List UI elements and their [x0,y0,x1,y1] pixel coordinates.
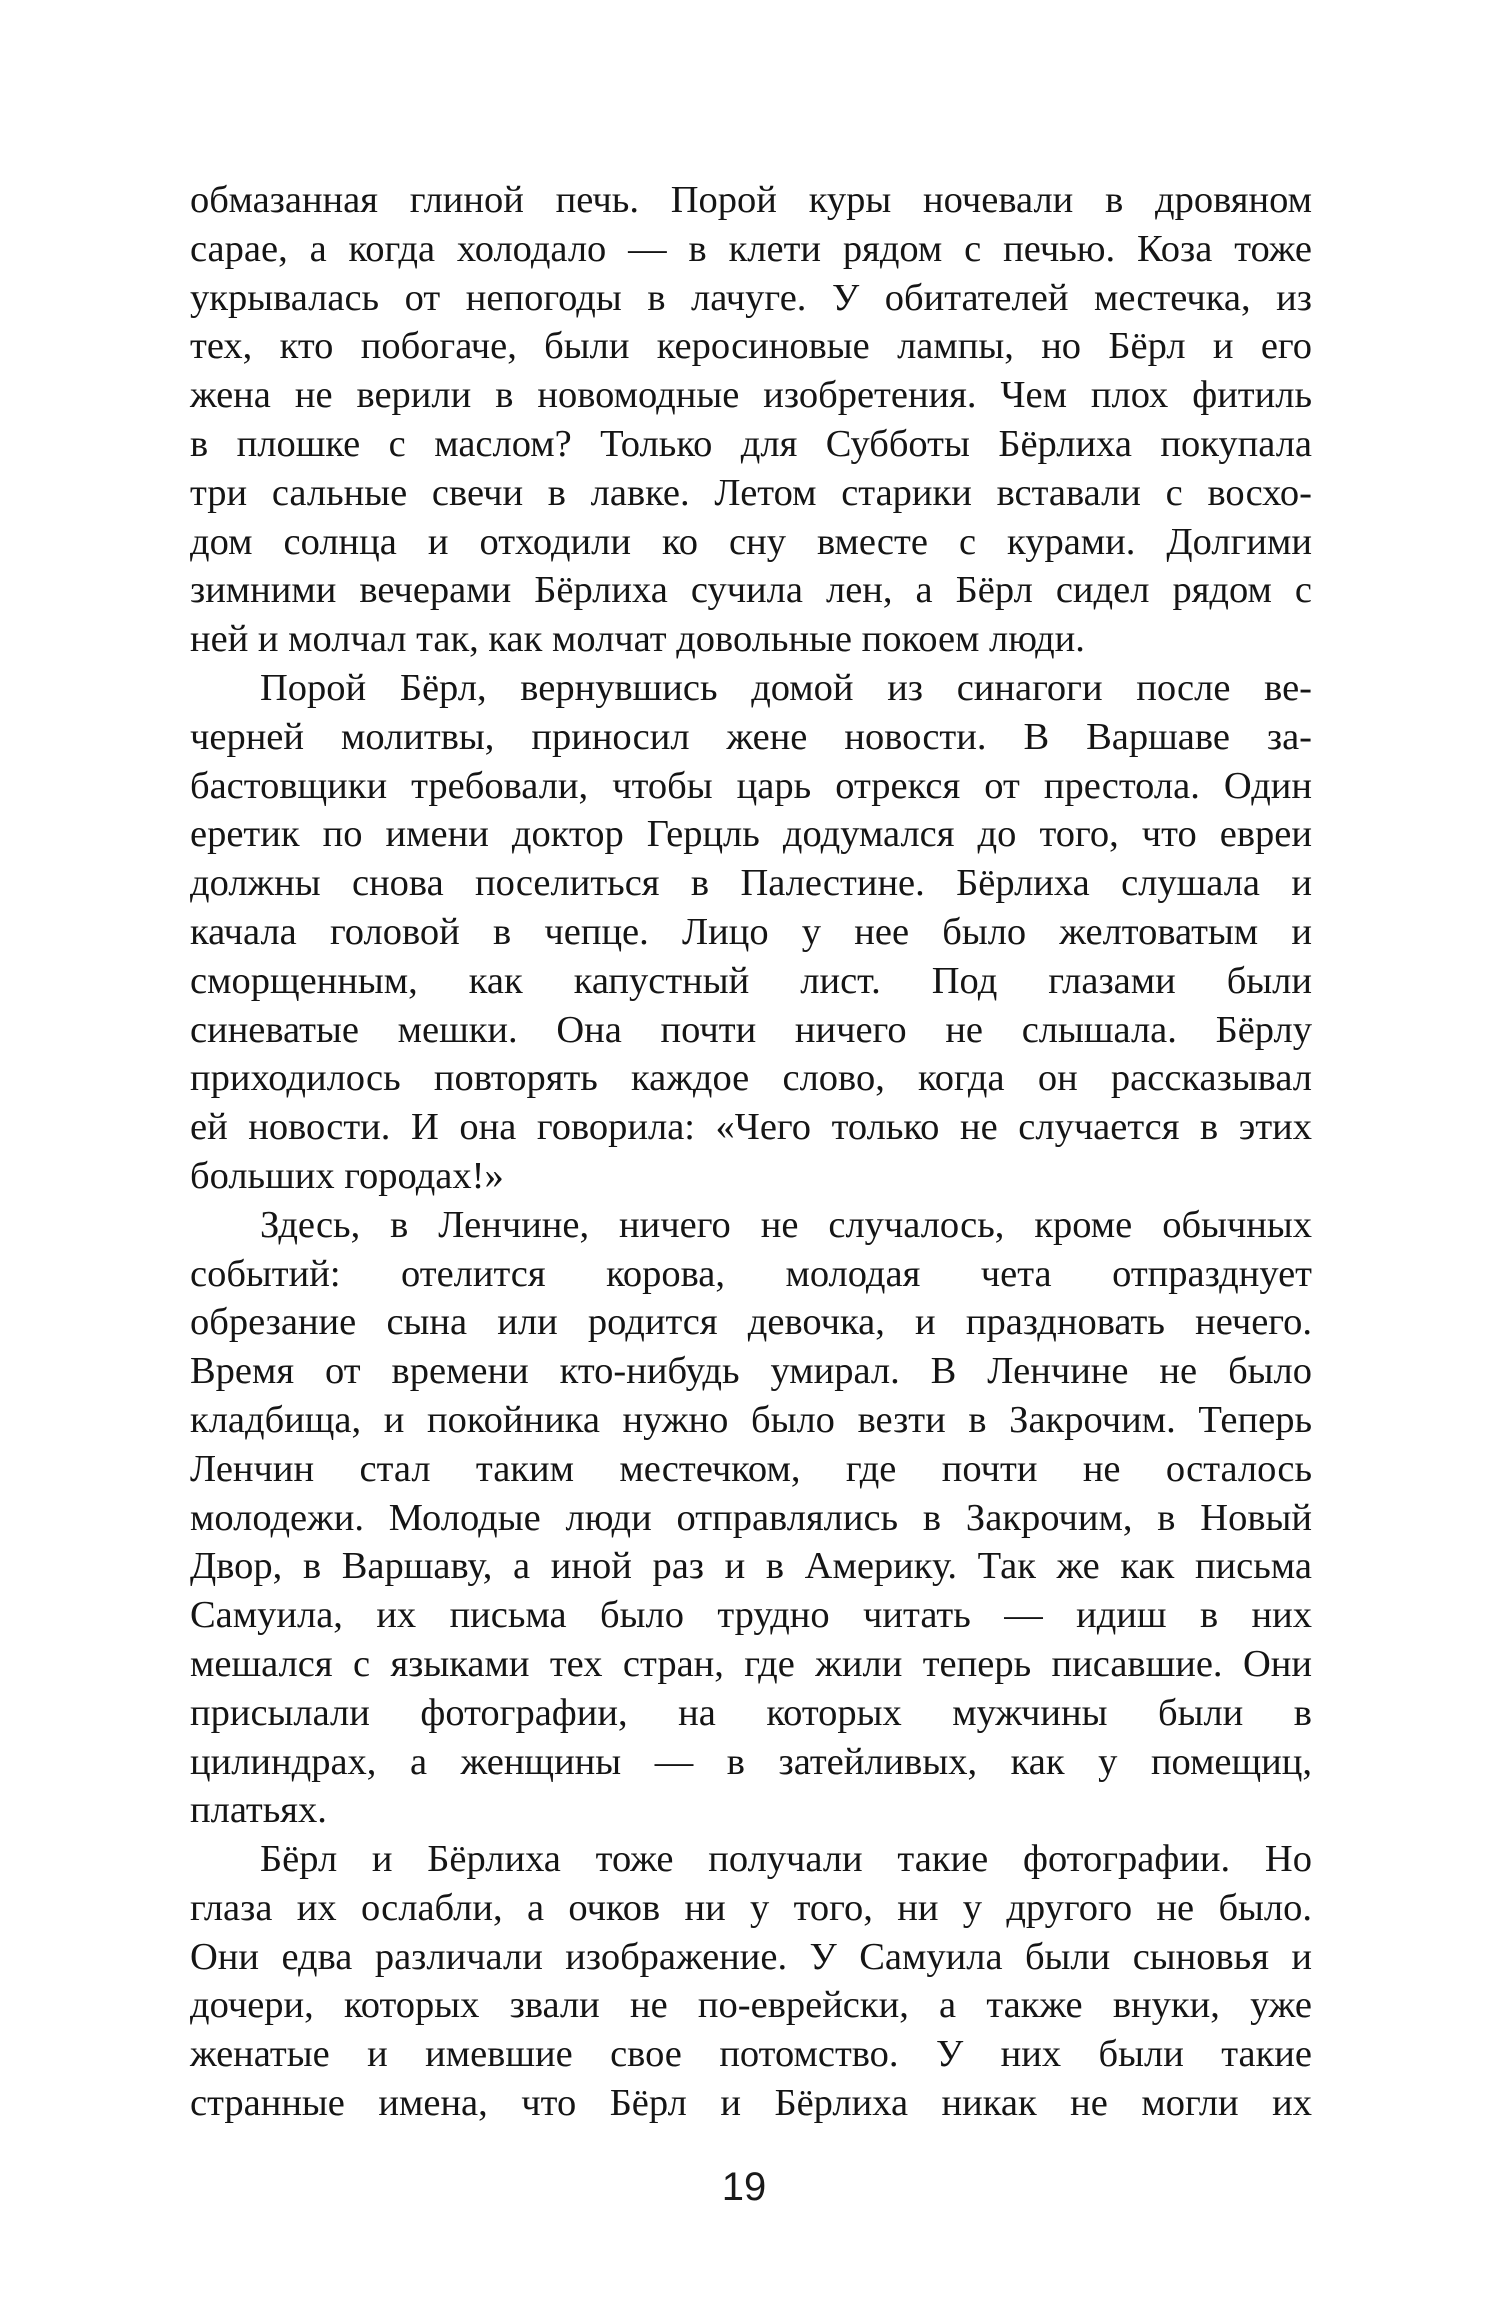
text-line: Здесь, в Ленчине, ничего не случалось, кроме обычных [260,1203,1312,1246]
text-line: присылали фотографии, на которых мужчины были в [190,1691,1312,1734]
paragraph [190,1201,1312,1835]
paragraph [190,1835,1312,2128]
text-line: платьях. [190,1789,327,1832]
text-line: еретик по имени доктор Герцль додумался до того, что евреи [190,813,1312,856]
text-line: Двор, в Варшаву, а иной раз и в Америку. Так же как письма [190,1545,1312,1588]
text-line: Бёрл и Бёрлиха тоже получали такие фотографии. Но [260,1838,1312,1881]
text-line: Они едва различали изображение. У Самуила были сыновья и [190,1935,1312,1978]
text-line: обрезание сына или родится девочка, и праздновать нечего. [190,1301,1312,1344]
paragraph [190,176,1312,664]
body-text [190,176,1312,2128]
page-number: 19 [721,2165,767,2209]
text-line: молодежи. Молодые люди отправлялись в Закрочим, в Новый [190,1496,1312,1539]
text-line: три сальные свечи в лавке. Летом старики вставали с восхо- [190,471,1312,514]
text-line: ей новости. И она говорила: «Чего только не случается в этих [190,1106,1312,1149]
text-line: зимними вечерами Бёрлиха сучила лен, а Бёрл сидел рядом с [190,569,1312,612]
text-line: глаза их ослабли, а очков ни у того, ни у другого не было. [190,1886,1312,1929]
text-line: Ленчин стал таким местечком, где почти не осталось [190,1447,1312,1490]
text-line: Время от времени кто-нибудь умирал. В Ленчине не было [190,1350,1312,1393]
text-line: дочери, которых звали не по-еврейски, а также внуки, уже [190,1984,1312,2027]
text-line: бастовщики требовали, чтобы царь отрекся от престола. Один [190,764,1312,807]
text-line: синеватые мешки. Она почти ничего не слышала. Бёрлу [190,1008,1312,1051]
text-line: черней молитвы, приносил жене новости. В Варшаве за- [190,715,1312,758]
text-line: должны снова поселиться в Палестине. Бёрлиха слушала и [190,862,1312,905]
text-line: больших городах!» [190,1154,504,1197]
text-line: укрывалась от непогоды в лачуге. У обитателей местечка, из [190,276,1312,319]
text-line: жена не верили в новомодные изобретения. Чем плох фитиль [190,374,1312,417]
text-line: качала головой в чепце. Лицо у нее было желтоватым и [190,910,1312,953]
text-line: сморщенным, как капустный лист. Под глазами были [190,959,1312,1002]
text-line: цилиндрах, а женщины — в затейливых, как у помещиц, [190,1740,1312,1783]
text-line: кладбища, и покойника нужно было везти в Закрочим. Теперь [190,1398,1312,1441]
text-line: в плошке с маслом? Только для Субботы Бёрлиха покупала [190,422,1312,465]
text-line: Порой Бёрл, вернувшись домой из синагоги после ве- [260,666,1312,709]
text-line: приходилось повторять каждое слово, когда он рассказывал [190,1057,1312,1100]
text-line: дом солнца и отходили ко сну вместе с курами. Долгими [190,520,1312,563]
text-line: сарае, а когда холодало — в клети рядом с печью. Коза тоже [190,227,1312,270]
text-line: обмазанная глиной печь. Порой куры ночевали в дровяном [190,179,1312,221]
text-line: тех, кто побогаче, были керосиновые лампы, но Бёрл и его [190,325,1312,368]
text-line: странные имена, что Бёрл и Бёрлиха никак не могли их [190,2082,1312,2125]
book-page [190,176,1312,2176]
text-line: ней и молчал так, как молчат довольные покоем люди. [190,618,1085,661]
text-line: Самуила, их письма было трудно читать — идиш в них [190,1594,1312,1637]
paragraph [190,664,1312,1201]
text-line: женатые и имевшие свое потомство. У них были такие [190,2033,1312,2076]
text-line: событий: отелится корова, молодая чета отпразднует [190,1252,1312,1295]
text-line: мешался с языками тех стран, где жили теперь писавшие. Они [190,1642,1312,1685]
